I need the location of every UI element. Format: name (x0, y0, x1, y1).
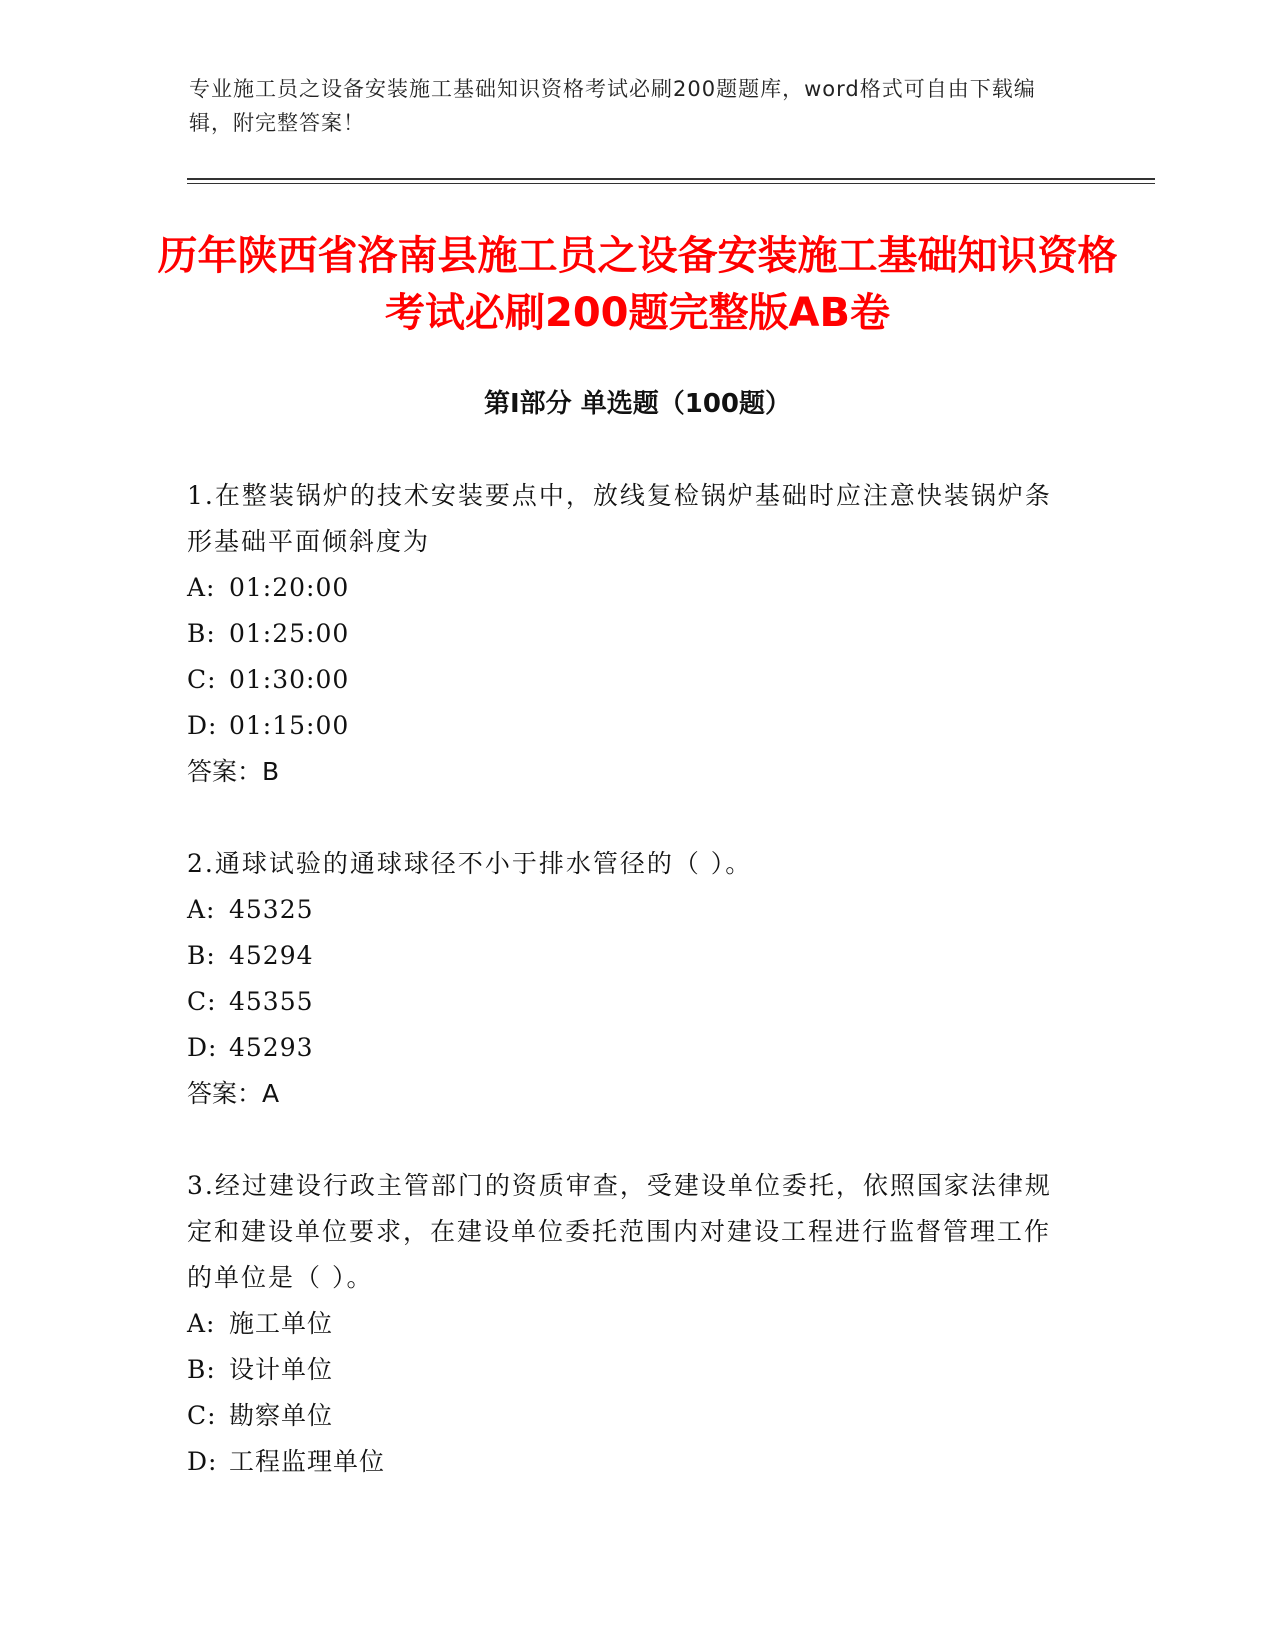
option-c (187, 657, 1067, 703)
option-text: 01:25:00 (229, 619, 350, 648)
section-heading: 第Ⅰ部分 单选题（100题） (484, 389, 791, 419)
option-letter: C: (187, 665, 217, 694)
option-b (187, 611, 1067, 657)
option-text: 45293 (229, 1033, 314, 1062)
option-d (187, 1025, 1067, 1071)
option-letter: B: (187, 1355, 216, 1384)
option-letter: D: (187, 711, 218, 740)
header-note: 专业施工员之设备安装施工基础知识资格考试必刷200题题库，word格式可自由下载编辑，附完整答案！ (189, 77, 1036, 135)
option-text: 设计单位 (229, 1355, 334, 1384)
option-b (187, 1347, 1067, 1393)
option-d (187, 703, 1067, 749)
answer-line: 答案：A (187, 1079, 280, 1108)
document-title: 历年陕西省洛南县施工员之设备安装施工基础知识资格考试必刷200题完整版AB卷 (157, 233, 1118, 336)
option-letter: B: (187, 619, 216, 648)
option-letter: D: (187, 1033, 218, 1062)
question-2 (187, 841, 1067, 1117)
question-stem: 1.在整装锅炉的技术安装要点中，放线复检锅炉基础时应注意快装锅炉条形基础平面倾斜度为 (187, 481, 1052, 556)
header-divider-thin (187, 183, 1155, 184)
option-text: 01:15:00 (229, 711, 350, 740)
option-c (187, 979, 1067, 1025)
option-a (187, 1301, 1067, 1347)
option-letter: A: (187, 573, 216, 602)
answer-line: 答案：B (187, 757, 280, 786)
question-stem: 3.经过建设行政主管部门的资质审查，受建设单位委托，依照国家法律规定和建设单位要求，在建设单位委托范围内对建设工程进行监督管理工作的单位是（ ）。 (187, 1171, 1052, 1292)
question-list (187, 473, 1067, 1531)
option-letter: B: (187, 941, 216, 970)
question-1 (187, 473, 1067, 795)
option-letter: A: (187, 895, 216, 924)
question-3 (187, 1163, 1067, 1485)
option-letter: A: (187, 1309, 216, 1338)
option-c (187, 1393, 1067, 1439)
option-b (187, 933, 1067, 979)
option-letter: C: (187, 1401, 217, 1430)
option-letter: D: (187, 1447, 218, 1476)
option-text: 45355 (229, 987, 314, 1016)
option-text: 01:30:00 (229, 665, 350, 694)
option-d (187, 1439, 1067, 1485)
header-divider-thick (187, 178, 1155, 180)
option-text: 45294 (229, 941, 314, 970)
option-text: 工程监理单位 (229, 1447, 386, 1476)
option-text: 45325 (229, 895, 314, 924)
option-text: 勘察单位 (229, 1401, 334, 1430)
option-a (187, 565, 1067, 611)
option-a (187, 887, 1067, 933)
question-stem: 2.通球试验的通球球径不小于排水管径的（ ）。 (187, 849, 753, 878)
option-letter: C: (187, 987, 217, 1016)
option-text: 01:20:00 (229, 573, 350, 602)
option-text: 施工单位 (229, 1309, 334, 1338)
